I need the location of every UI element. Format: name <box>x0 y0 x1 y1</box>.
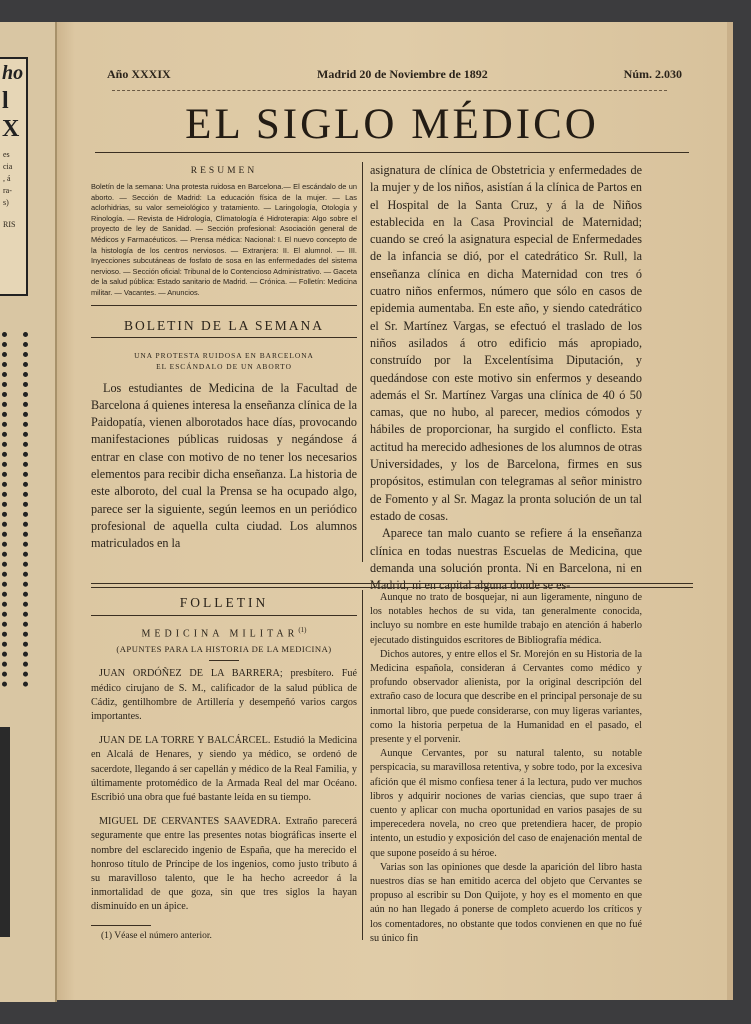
footnote-rule <box>91 925 151 926</box>
paragraph: JUAN DE LA TORRE Y BALCÁRCEL. Estudió la Medicina en Alcalá de Henares, y siendo ya médico, se ordenó de sacerdote, llegando á ser capellán y médico de la Real Familia, y últimamente protomédico de la Armada Real del mar Océano. Escribió una obra que fué bastante leída en su tiempo. <box>91 735 357 803</box>
heading-rule <box>91 615 357 616</box>
right-column-bottom <box>370 591 642 946</box>
folletin-subtitle: (APUNTES PARA LA HISTORIA DE LA MEDICINA) <box>116 644 332 655</box>
footnote: (1) Véase el número anterior. <box>101 930 212 941</box>
ad-letter: X <box>2 116 20 142</box>
folletin-heading: FOLLETIN <box>179 595 269 610</box>
folletin-continuation <box>370 591 642 946</box>
issue-header <box>107 67 682 81</box>
ad-edge-text: es cia , á ra- s) RIS <box>3 150 16 229</box>
header-rule <box>112 84 667 91</box>
short-rule <box>209 660 239 661</box>
paragraph: asignatura de clínica de Obstetricia y enfermedades de la mujer y de los niños, asistían á la clínica de Partos en el Hospital de la Santa Cruz, y á la de Niños establecida en la Casa Provincial de Maternidad; cuando se creó la asignatura especial de Enfermedades de la infancia se dió, por el catedrático Sr. Rull, la enseñanza clínica en dicha Maternidad con tres ó cuatro niños enfermos, número que sólo en casos de epidemia aumentaba. En este año, y siendo catedrático el Sr. Martínez Vargas, se efectuó el traslado de los niños asilados á otro edificio más apropiado, construído por la Excelentísima Diputación, y quedándose con este motivo sin enfermos y deseando además el Sr. Martínez Vargas una clínica de 40 ó 50 camas, que no hubo, al parecer, medios cómodos y hábiles de proporcionar, ha surgido el conflicto. Esta actitud ha merecido adhesiones de los alumnos de otras Universidades, y los de Barcelona, firmes en sus propósitos, estimulan con telegramas al señor ministro de Fomento y al Sr. Magaz la pronta solución de un tal estado de cosas. <box>370 163 642 523</box>
section-rule <box>91 305 357 306</box>
resumen-heading: RESUMEN <box>190 166 258 176</box>
newspaper-page <box>57 22 727 1000</box>
folletin-rule-thin <box>91 587 693 588</box>
ad-letter: ho <box>2 62 24 84</box>
boletin-subheading: UNA PROTESTA RUIDOSA EN BARCELONA EL ESCÁNDALO DE UN ABORTO <box>134 350 314 371</box>
issue-year: Año XXXIX <box>107 67 171 81</box>
masthead-title: EL SIGLO MÉDICO <box>185 101 599 148</box>
paragraph: JUAN ORDÓÑEZ DE LA BARRERA; presbítero. Fué médico cirujano de S. M., calificador de la salud pública de Cádiz, gentilhombre de Artillería y desempeñó varios cargos importantes. <box>91 668 357 722</box>
heading-rule <box>91 337 357 338</box>
paragraph: Dichos autores, y entre ellos el Sr. Morejón en su Historia de la Medicina española, consideran á Cervantes como médico y profundo observador alienista, por la original descripción del extraño caso de locura que describe en el principal personaje de su inmortal libro, que puede considerarse, con muy ligeras variantes, como la historia perpetua de la Humanidad en el pasado, el presente y el porvenir. <box>370 648 642 746</box>
footnote-ref: (1) <box>298 626 307 634</box>
dark-ad-strip <box>0 727 10 937</box>
decorative-border <box>2 332 28 687</box>
issue-date: Madrid 20 de Noviembre de 1892 <box>317 67 488 81</box>
paragraph: Varias son las opiniones que desde la aparición del libro hasta nuestros días se han emitido acerca del objeto que Cervantes se propuso al escribir su Don Quijote, y hoy es el momento en que aún no han llegado á ponerse de completo acuerdo los críticos y los comentadores, no obstante que todos convienen en que no fué su único fin <box>370 861 642 944</box>
boletin-heading: BOLETIN DE LA SEMANA <box>123 317 325 333</box>
left-page-edge <box>0 22 57 1002</box>
paragraph: Aunque Cervantes, por su natural talento, su notable perspicacia, su maravillosa retentiva, y sobre todo, por la excesiva afición que él mismo confiesa tener á la lectura, pudo ver muchos libros y adquirir nociones de varias ciencias, que supo traer á cuento y aplicar con mucha oportunidad en varios pasajes de su imperecedera novela, no creo que pretendiera hacer, de propio intento, un estudio y exposición del caso de enajenación mental de que supone poseído á su héroe. <box>370 748 642 859</box>
page-edge <box>727 22 733 1000</box>
folletin-body <box>91 667 357 914</box>
column-divider <box>362 590 363 940</box>
paragraph: Aparece tan malo cuanto se refiere á la enseñanza clínica en todas nuestras Escuelas de Medicina, que demanda una solución pronta. Ni en Barcelona, ni en Madrid, ni en capital alguna donde se es- <box>370 526 642 593</box>
paragraph: Aunque no trato de bosquejar, ni aun ligeramente, ninguno de los notables hechos de su vida, tan generalmente conocida, incluyo su nombre en este humilde trabajo en atención á haberlo ejecutado distinguidos escritores de Bibliografía médica. <box>370 592 642 646</box>
column-divider <box>362 162 363 562</box>
boletin-body: Los estudiantes de Medicina de la Facultad de Barcelona á quienes interesa la enseñanza clínica de la Paidopatía, vienen alborotados hace días, provocando manifestaciones públicas ruidosas y negándose á entrar en clase con motivo de no tener los necesarios elementos para recibir dicha enseñanza. La historia de este alboroto, del cual la Prensa se ha ocupado algo, parece ser la siguiente, según leemos en un periódico profesional de aquella culta ciudad. Los alumnos matriculados en la <box>91 380 357 551</box>
article-continuation <box>370 162 642 594</box>
paragraph: MIGUEL DE CERVANTES SAAVEDRA. Extraño parecerá seguramente que entre las presentes notas biográficas inserte el nombre del esclarecido ingenio de España, que ha merecido el honroso título de Príncipe de los ingenios, como justo tributo á su maravilloso talento, que le ha hecho acreedor á la inmortalidad de que goza, sin que tres siglos la hayan disminuído en un ápice. <box>91 816 357 913</box>
right-column-top <box>370 162 642 594</box>
folletin-rule-thick <box>91 583 693 584</box>
left-column <box>91 162 357 553</box>
folletin-subheading: MEDICINA MILITAR$^{(1)}$ <box>141 626 307 640</box>
ad-letter: l <box>2 88 9 114</box>
resumen-text: Boletín de la semana: Una protesta ruidosa en Barcelona.— El escándalo de un aborto. — Sección de Madrid: La educación física de la mujer. — Las aclorhidrias, su valor semeiológico y tratamiento. — Laringología, Otología y Rinología. — Revista de Hidrología, Climatología é Hidroterapia: Algo sobre el proyecto de ley de Sanidad. — Sección profesional: Asociación general de Médicos y Farmacéuticos. — Prensa médica: Nacional: I. El nuevo concepto de la histología de los centros nerviosos. — Extranjera: II. El alumnol. — III. Inyecciones subcutáneas de fosfato de sosa en las enfermedades del sistema nervioso. — Sección oficial: Tribunal de lo Contencioso Administrativo. — Gaceta de la salud pública: Estado sanitario de Madrid. — Crónica. — Folletín: Medicina militar. — Vacantes. — Anuncios. <box>91 182 357 297</box>
issue-number: Núm. 2.030 <box>623 67 682 81</box>
left-page-advertisement <box>0 57 28 296</box>
masthead-rule <box>95 152 689 153</box>
folletin-column <box>91 595 357 941</box>
